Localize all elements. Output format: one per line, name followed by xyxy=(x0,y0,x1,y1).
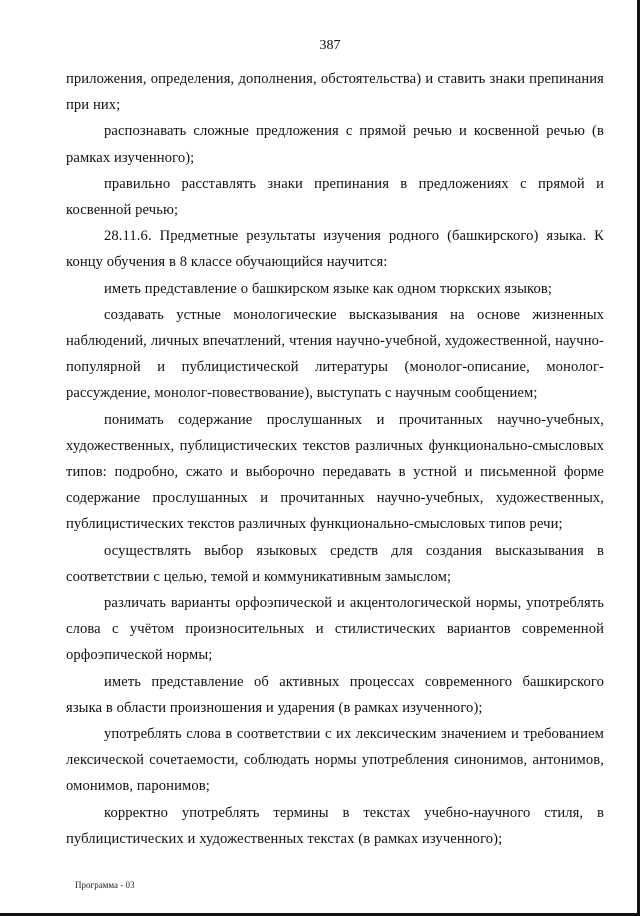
page-number: 387 xyxy=(319,38,341,53)
document-body xyxy=(66,66,604,852)
paragraph-6: создавать устные монологические высказывания на основе жизненных наблюдений, личных впечатлений, чтения научно-учебной, художественной, научно-популярной и публицистической литературы (монолог-описание, монолог-рассуждение, монолог-повествование), выступать с научным сообщением; xyxy=(66,306,604,402)
paragraph-8: осуществлять выбор языковых средств для создания высказывания в соответствии с целью, темой и коммуникативным замыслом; xyxy=(66,542,604,585)
paragraph-10: иметь представление об активных процессах современного башкирского языка в области произношения и ударения (в рамках изученного); xyxy=(66,673,604,716)
paragraph-4: 28.11.6. Предметные результаты изучения родного (башкирского) языка. К концу обучения в 8 классе обучающийся научится: xyxy=(66,228,604,271)
paragraph-11: употреблять слова в соответствии с их лексическим значением и требованием лексической сочетаемости, соблюдать нормы употребления синонимов, антонимов, омонимов, паронимов; xyxy=(66,726,604,795)
paragraph-3: правильно расставлять знаки препинания в предложениях с прямой и косвенной речью; xyxy=(66,175,604,219)
page-footer: Программа - 03 xyxy=(75,880,135,890)
paragraph-2: распознавать сложные предложения с прямой речью и косвенной речью (в рамках изученного); xyxy=(66,123,604,166)
paragraph-5: иметь представление о башкирском языке как одном тюркских языков; xyxy=(104,280,552,297)
paragraph-7: понимать содержание прослушанных и прочитанных научно-учебных, художественных, публицистических текстов различных функционально-смысловых типов: подробно, сжато и выборочно передавать в устной и письменной форме содержание прослушанных и прочитанных научно-учебных, художественных, публицистических текстов различных функционально-смысловых типов речи; xyxy=(66,411,604,533)
paragraph-9: различать варианты орфоэпической и акцентологической нормы, употреблять слова с учётом произносительных и стилистических вариантов современной орфоэпической нормы; xyxy=(66,595,604,664)
paragraph-1: приложения, определения, дополнения, обстоятельства) и ставить знаки препинания при них; xyxy=(66,71,604,114)
paragraph-12: корректно употреблять термины в текстах учебно-научного стиля, в публицистических и художественных текстах (в рамках изученного); xyxy=(66,804,604,847)
